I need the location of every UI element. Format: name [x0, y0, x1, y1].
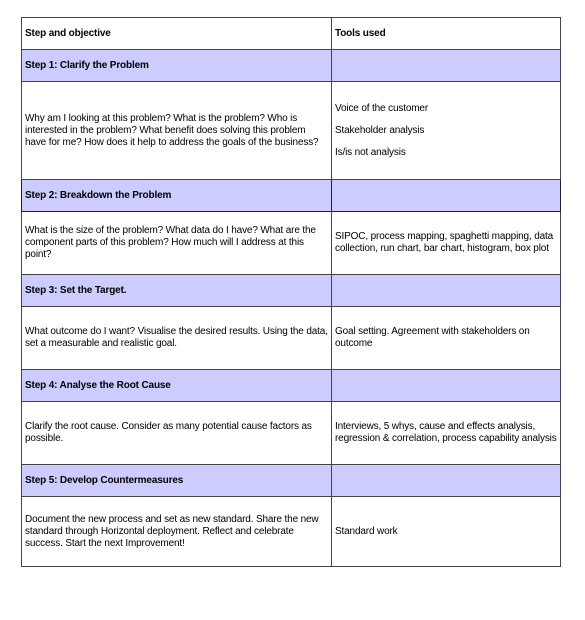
- step-2-content-row: [22, 212, 561, 275]
- step-1-title-empty-cell: [332, 50, 561, 82]
- step-4-description: Clarify the root cause. Consider as many potential cause factors as possible.: [22, 402, 332, 465]
- step-2-title-empty-cell: [332, 180, 561, 212]
- step-3-title: Step 3: Set the Target.: [22, 275, 332, 307]
- header-tools-used: Tools used: [332, 18, 561, 50]
- step-4-title-row: [22, 370, 561, 402]
- step-1-description: Why am I looking at this problem? What is the problem? Who is interested in the problem? What benefit does solving this problem have for me? How does it help to address the goals of the business?: [22, 82, 332, 180]
- step-2-description: What is the size of the problem? What data do I have? What are the component parts of this problem? How much will I address at this point?: [22, 212, 332, 275]
- step-5-title-row: [22, 465, 561, 497]
- step-3-tools: Goal setting. Agreement with stakeholders on outcome: [332, 307, 561, 370]
- step-5-title: Step 5: Develop Countermeasures: [22, 465, 332, 497]
- step-5-title-empty-cell: [332, 465, 561, 497]
- header-step-objective: Step and objective: [22, 18, 332, 50]
- table-header-row: [22, 18, 561, 50]
- step-2-title: Step 2: Breakdown the Problem: [22, 180, 332, 212]
- step-1-title: Step 1: Clarify the Problem: [22, 50, 332, 82]
- step-1-tool-item: Is/is not analysis: [335, 146, 406, 158]
- step-1-content-row: [22, 82, 561, 180]
- step-1-title-row: [22, 50, 561, 82]
- step-5-description: Document the new process and set as new standard. Share the new standard through Horizontal deployment. Reflect and celebrate success. Start the next Improvement!: [22, 497, 332, 567]
- step-4-title-empty-cell: [332, 370, 561, 402]
- step-3-description: What outcome do I want? Visualise the desired results. Using the data, set a measurable and realistic goal.: [22, 307, 332, 370]
- step-5-content-row: [22, 497, 561, 567]
- step-4-tools: Interviews, 5 whys, cause and effects analysis, regression & correlation, process capability analysis: [332, 402, 561, 465]
- step-2-title-row: [22, 180, 561, 212]
- problem-solving-steps-table: [21, 17, 561, 567]
- step-5-tools: Standard work: [332, 497, 561, 567]
- step-1-tool-item: Stakeholder analysis: [335, 124, 425, 136]
- step-1-tool-item: Voice of the customer: [335, 102, 429, 114]
- step-3-content-row: [22, 307, 561, 370]
- step-1-tools: [332, 82, 561, 180]
- step-3-title-row: [22, 275, 561, 307]
- step-3-title-empty-cell: [332, 275, 561, 307]
- step-2-tools: SIPOC, process mapping, spaghetti mapping, data collection, run chart, bar chart, histogram, box plot: [332, 212, 561, 275]
- step-4-content-row: [22, 402, 561, 465]
- step-4-title: Step 4: Analyse the Root Cause: [22, 370, 332, 402]
